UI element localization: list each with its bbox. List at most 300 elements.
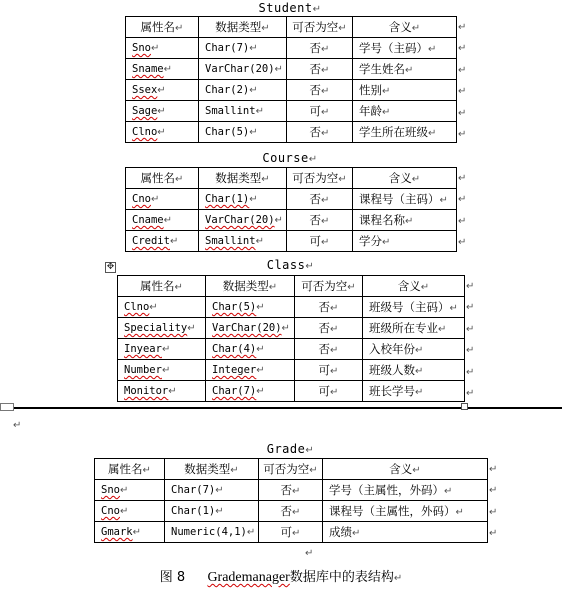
paragraph-mark-icon: ↵ xyxy=(119,506,129,517)
paragraph-mark-icon: ↵ xyxy=(338,23,347,34)
nullable-cell xyxy=(295,297,363,318)
cell-text: 否 xyxy=(309,62,322,76)
table-move-handle-icon[interactable]: ✥ xyxy=(106,262,115,272)
paragraph-mark-icon: ↵ xyxy=(281,323,290,334)
cell-text: Cname xyxy=(132,214,164,226)
column-header xyxy=(323,459,488,480)
cell-text: Sage xyxy=(132,105,158,117)
course-title-text: Course xyxy=(262,151,309,165)
table-header-row xyxy=(126,17,457,38)
paragraph-mark-icon: ↵ xyxy=(13,420,22,431)
page-break-line xyxy=(0,407,562,409)
paragraph-mark-icon: ↵ xyxy=(249,194,258,205)
cell-text: 否 xyxy=(318,321,331,335)
paragraph-mark-icon: ↵ xyxy=(150,43,160,54)
meaning-cell xyxy=(353,122,457,143)
meaning-cell xyxy=(363,360,465,381)
attribute-name-cell xyxy=(118,297,206,318)
table-row xyxy=(126,80,457,101)
paragraph-mark-icon: ↵ xyxy=(321,44,330,55)
table-row xyxy=(118,339,465,360)
table-row xyxy=(118,297,465,318)
table-row xyxy=(126,189,457,210)
row-end-mark-icon: ↵ xyxy=(458,237,467,249)
attribute-name-cell xyxy=(126,101,199,122)
table-row xyxy=(126,210,457,231)
cell-text: 否 xyxy=(309,83,322,97)
meaning-cell xyxy=(353,210,457,231)
row-end-mark-icon: ↵ xyxy=(466,388,475,399)
row-end-mark-icon: ↵ xyxy=(466,302,475,314)
paragraph-mark-icon: ↵ xyxy=(415,387,424,398)
cell-text: VarChar(20) xyxy=(205,63,275,75)
paragraph-mark-icon: ↵ xyxy=(157,127,166,138)
attribute-name-cell xyxy=(126,231,199,252)
paragraph-mark-icon: ↵ xyxy=(449,303,458,314)
paragraph-mark-icon: ↵ xyxy=(142,465,151,476)
student-table xyxy=(125,16,457,143)
column-header xyxy=(126,168,199,189)
meaning-cell xyxy=(363,339,465,360)
class-title-text: Class xyxy=(266,258,306,272)
paragraph-mark-icon: ↵ xyxy=(274,64,283,75)
paragraph-mark-icon: ↵ xyxy=(256,302,265,313)
paragraph-mark-icon: ↵ xyxy=(415,345,424,356)
nullable-cell xyxy=(295,318,363,339)
cell-text: Char(5) xyxy=(212,301,257,313)
paragraph-mark-icon: ↵ xyxy=(321,128,330,139)
grade-table xyxy=(94,458,488,543)
nullable-cell xyxy=(287,189,353,210)
paragraph-mark-icon: ↵ xyxy=(292,507,301,518)
paragraph-mark-icon: ↵ xyxy=(268,282,278,293)
data-type-cell xyxy=(206,297,295,318)
table-row xyxy=(118,381,465,402)
cell-text: 班长学号 xyxy=(369,384,415,398)
cell-text: 成绩 xyxy=(329,525,352,539)
paragraph-mark-icon: ↵ xyxy=(428,44,437,55)
paragraph-mark-icon: ↵ xyxy=(405,216,414,227)
data-type-cell xyxy=(206,381,295,402)
paragraph-mark-icon: ↵ xyxy=(312,4,322,15)
column-header-label: 数据类型 xyxy=(184,462,231,476)
cell-text: Clno xyxy=(132,126,158,138)
cell-text: 课程号（主码） xyxy=(359,192,440,206)
data-type-cell xyxy=(199,80,287,101)
paragraph-mark-icon: ↵ xyxy=(163,64,172,75)
column-header-label: 可否为空 xyxy=(292,20,339,34)
course-table-title xyxy=(125,151,455,165)
cell-text: 否 xyxy=(309,192,322,206)
cell-text: Char(5) xyxy=(205,126,250,138)
paragraph-mark-icon: ↵ xyxy=(438,324,447,335)
paragraph-mark-icon: ↵ xyxy=(292,528,301,539)
cell-text: Char(7) xyxy=(171,484,216,496)
column-header xyxy=(353,17,457,38)
column-header xyxy=(353,168,457,189)
cell-text: 否 xyxy=(309,125,322,139)
paragraph-mark-icon: ↵ xyxy=(411,174,421,185)
paragraph-mark-icon: ↵ xyxy=(321,237,330,248)
paragraph-mark-icon: ↵ xyxy=(168,386,177,397)
cell-text: Speciality xyxy=(124,322,188,334)
grade-title-text: Grade xyxy=(266,442,306,456)
meaning-cell xyxy=(353,101,457,122)
row-end-mark-icon: ↵ xyxy=(458,215,467,227)
cell-text: VarChar(20) xyxy=(205,214,275,226)
cell-text: Inyear xyxy=(124,343,162,355)
resize-handle[interactable] xyxy=(0,403,14,411)
table-row xyxy=(95,501,488,522)
paragraph-mark-icon: ↵ xyxy=(321,86,330,97)
class-table-title xyxy=(118,258,463,272)
meaning-cell xyxy=(353,231,457,252)
paragraph-mark-icon: ↵ xyxy=(330,387,339,398)
cell-text: Integer xyxy=(212,364,257,376)
cell-text: 入校年份 xyxy=(369,342,415,356)
row-end-mark-icon: ↵ xyxy=(458,107,467,119)
paragraph-mark-icon: ↵ xyxy=(321,107,330,118)
paragraph-mark-icon: ↵ xyxy=(149,302,158,313)
row-end-mark-icon: ↵ xyxy=(458,43,467,55)
table-row xyxy=(126,101,457,122)
paragraph-mark-icon: ↵ xyxy=(455,507,464,518)
cell-text: Gmark xyxy=(101,526,133,538)
nullable-cell xyxy=(287,210,353,231)
data-type-cell xyxy=(206,318,295,339)
paragraph-mark-icon: ↵ xyxy=(330,303,339,314)
cell-text: 可 xyxy=(318,384,331,398)
row-end-mark-icon: ↵ xyxy=(489,464,498,475)
cell-text: 否 xyxy=(318,342,331,356)
paragraph-mark-icon: ↵ xyxy=(305,261,315,272)
student-table-title xyxy=(125,1,455,15)
row-end-mark-icon: ↵ xyxy=(466,345,475,357)
table-row xyxy=(118,360,465,381)
cell-text: 课程号（主属性，外码） xyxy=(329,504,456,518)
row-end-mark-icon: ↵ xyxy=(458,129,467,140)
cell-text: 可 xyxy=(280,525,293,539)
data-type-cell xyxy=(165,522,259,543)
column-header-label: 数据类型 xyxy=(215,171,262,185)
paragraph-mark-icon: ↵ xyxy=(230,465,239,476)
cell-text: 学生姓名 xyxy=(359,62,405,76)
cell-text: Char(7) xyxy=(212,385,257,397)
meaning-cell xyxy=(363,381,465,402)
paragraph-mark-icon: ↵ xyxy=(261,174,270,185)
paragraph-mark-icon: ↵ xyxy=(255,236,264,247)
data-type-cell xyxy=(199,59,287,80)
table-header-row xyxy=(118,276,465,297)
attribute-name-cell xyxy=(95,522,165,543)
attribute-name-cell xyxy=(95,480,165,501)
column-header xyxy=(126,17,199,38)
attribute-name-cell xyxy=(118,381,206,402)
table-row xyxy=(126,122,457,143)
table-row xyxy=(118,318,465,339)
paragraph-mark-icon: ↵ xyxy=(187,323,196,334)
meaning-cell xyxy=(353,80,457,101)
paragraph-mark-icon: ↵ xyxy=(382,86,391,97)
paragraph-mark-icon: ↵ xyxy=(249,43,258,54)
paragraph-mark-icon: ↵ xyxy=(330,324,339,335)
row-end-mark-icon: ↵ xyxy=(458,86,467,98)
cell-text: 否 xyxy=(318,300,331,314)
cell-text: 班级所在专业 xyxy=(369,321,438,335)
cell-text: 可 xyxy=(309,234,322,248)
column-header-label: 属性名 xyxy=(140,279,175,293)
paragraph-mark-icon: ↵ xyxy=(157,85,166,96)
cell-text: 学分 xyxy=(359,234,382,248)
table-row xyxy=(126,231,457,252)
table-row xyxy=(95,522,488,543)
attribute-name-cell xyxy=(118,318,206,339)
table-header-row xyxy=(95,459,488,480)
cell-text: Clno xyxy=(124,301,150,313)
cell-text: 否 xyxy=(280,483,293,497)
nullable-cell xyxy=(259,522,323,543)
row-end-mark-icon: ↵ xyxy=(466,323,475,335)
cell-text: Ssex xyxy=(132,84,158,96)
table-row xyxy=(126,59,457,80)
data-type-cell xyxy=(199,122,287,143)
data-type-cell xyxy=(199,231,287,252)
cell-text: Numeric(4,1) xyxy=(171,526,247,538)
cell-text: Smallint xyxy=(205,235,256,247)
cell-text: VarChar(20) xyxy=(212,322,282,334)
meaning-cell xyxy=(323,501,488,522)
column-header-label: 数据类型 xyxy=(215,20,262,34)
paragraph-mark-icon: ↵ xyxy=(305,445,315,456)
paragraph-mark-icon: ↵ xyxy=(255,106,264,117)
cell-text: 年龄 xyxy=(359,104,382,118)
paragraph-mark-icon: ↵ xyxy=(215,485,224,496)
data-type-cell xyxy=(199,210,287,231)
paragraph-mark-icon: ↵ xyxy=(157,106,166,117)
column-header xyxy=(199,17,287,38)
cell-text: 可 xyxy=(309,104,322,118)
data-type-cell xyxy=(199,189,287,210)
nullable-cell xyxy=(287,38,353,59)
column-header xyxy=(287,17,353,38)
paragraph-mark-icon: ↵ xyxy=(439,195,448,206)
student-title-text: Student xyxy=(258,1,313,15)
paragraph-mark-icon: ↵ xyxy=(382,107,391,118)
meaning-cell xyxy=(323,480,488,501)
table-row xyxy=(95,480,488,501)
row-end-mark-icon: ↵ xyxy=(458,173,467,184)
paragraph-mark-icon: ↵ xyxy=(428,128,437,139)
paragraph-mark-icon: ↵ xyxy=(174,282,183,293)
paragraph-mark-icon: ↵ xyxy=(411,23,421,34)
paragraph-mark-icon: ↵ xyxy=(163,215,172,226)
paragraph-mark-icon: ↵ xyxy=(175,174,184,185)
column-header xyxy=(363,276,465,297)
paragraph-mark-icon: ↵ xyxy=(256,344,265,355)
cell-text: 学号（主码） xyxy=(359,41,428,55)
meaning-cell xyxy=(363,318,465,339)
caption-figure-number: 图 8 xyxy=(159,570,186,585)
cell-text: Cno xyxy=(101,505,120,517)
data-type-cell xyxy=(206,339,295,360)
course-table xyxy=(125,167,457,252)
column-header-label: 含义 xyxy=(389,462,413,476)
row-end-mark-icon: ↵ xyxy=(489,528,498,540)
cell-text: Monitor xyxy=(124,385,169,397)
nullable-cell xyxy=(287,101,353,122)
row-end-mark-icon: ↵ xyxy=(466,366,475,378)
column-header-label: 可否为空 xyxy=(292,171,339,185)
column-header-label: 属性名 xyxy=(140,171,176,185)
paragraph-mark-icon: ↵ xyxy=(393,573,403,584)
cell-text: 班级号（主码） xyxy=(369,300,450,314)
attribute-name-cell xyxy=(126,38,199,59)
attribute-name-cell xyxy=(95,501,165,522)
cell-text: Sno xyxy=(101,484,120,496)
row-end-mark-icon: ↵ xyxy=(466,281,475,292)
paragraph-mark-icon: ↵ xyxy=(150,194,160,205)
cell-text: Sno xyxy=(132,42,151,54)
column-header xyxy=(165,459,259,480)
paragraph-mark-icon: ↵ xyxy=(420,282,430,293)
paragraph-mark-icon: ↵ xyxy=(249,127,258,138)
nullable-cell xyxy=(259,480,323,501)
row-end-mark-icon: ↵ xyxy=(458,194,467,206)
column-header-label: 含义 xyxy=(388,20,412,34)
attribute-name-cell xyxy=(126,59,199,80)
cell-text: Credit xyxy=(132,235,170,247)
column-header-label: 属性名 xyxy=(140,20,176,34)
column-header-label: 数据类型 xyxy=(222,279,269,293)
meaning-cell xyxy=(353,38,457,59)
data-type-cell xyxy=(199,101,287,122)
cell-text: Char(4) xyxy=(212,343,257,355)
paragraph-mark-icon: ↵ xyxy=(215,506,224,517)
cell-text: 否 xyxy=(309,213,322,227)
paragraph-mark-icon: ↵ xyxy=(330,345,339,356)
cell-text: Smallint xyxy=(205,105,256,117)
paragraph-mark-icon: ↵ xyxy=(132,527,141,538)
paragraph-mark-icon: ↵ xyxy=(338,174,347,185)
attribute-name-cell xyxy=(126,189,199,210)
attribute-name-cell xyxy=(126,210,199,231)
meaning-cell xyxy=(353,59,457,80)
nullable-cell xyxy=(295,360,363,381)
column-header xyxy=(295,276,363,297)
paragraph-mark-icon: ↵ xyxy=(321,216,330,227)
data-type-cell xyxy=(206,360,295,381)
cell-text: 否 xyxy=(280,504,293,518)
cell-text: Char(1) xyxy=(205,193,250,205)
paragraph-mark-icon: ↵ xyxy=(382,237,391,248)
cell-text: Number xyxy=(124,364,162,376)
paragraph-mark-icon: ↵ xyxy=(405,65,414,76)
paragraph-mark-icon: ↵ xyxy=(347,282,356,293)
column-header xyxy=(287,168,353,189)
attribute-name-cell xyxy=(118,360,206,381)
column-header-label: 属性名 xyxy=(108,462,143,476)
column-header-label: 含义 xyxy=(388,171,412,185)
row-end-mark-icon: ↵ xyxy=(458,64,467,76)
caption-db-name: Grademanager xyxy=(207,570,290,585)
class-table xyxy=(117,275,465,402)
paragraph-mark-icon: ↵ xyxy=(321,65,330,76)
column-header-label: 可否为空 xyxy=(301,279,348,293)
row-end-mark-icon: ↵ xyxy=(489,506,498,518)
nullable-cell xyxy=(287,231,353,252)
paragraph-mark-icon: ↵ xyxy=(309,465,318,476)
cell-text: Char(7) xyxy=(205,42,250,54)
paragraph-mark-icon: ↵ xyxy=(249,85,258,96)
attribute-name-cell xyxy=(126,122,199,143)
paragraph-mark-icon: ↵ xyxy=(274,215,283,226)
cell-text: 课程名称 xyxy=(359,213,405,227)
paragraph-mark-icon: ↵ xyxy=(412,465,421,476)
data-type-cell xyxy=(165,501,259,522)
paragraph-mark-icon: ↵ xyxy=(330,366,339,377)
figure-caption xyxy=(0,566,562,586)
cell-text: 学号（主属性，外码） xyxy=(329,483,444,497)
row-end-mark-icon: ↵ xyxy=(458,22,467,33)
paragraph-mark-icon: ↵ xyxy=(256,386,265,397)
cell-text: 班级人数 xyxy=(369,363,415,377)
paragraph-mark-icon: ↵ xyxy=(352,528,361,539)
nullable-cell xyxy=(287,122,353,143)
paragraph-mark-icon: ↵ xyxy=(256,365,265,376)
nullable-cell xyxy=(295,339,363,360)
data-type-cell xyxy=(165,480,259,501)
meaning-cell xyxy=(323,522,488,543)
cell-text: Sname xyxy=(132,63,164,75)
attribute-name-cell xyxy=(118,339,206,360)
cell-text: 性别 xyxy=(359,83,382,97)
paragraph-mark-icon: ↵ xyxy=(175,23,184,34)
paragraph-mark-icon: ↵ xyxy=(169,236,179,247)
cell-text: Char(1) xyxy=(171,505,216,517)
paragraph-mark-icon: ↵ xyxy=(161,344,171,355)
attribute-name-cell xyxy=(126,80,199,101)
column-header xyxy=(259,459,323,480)
paragraph-mark-icon: ↵ xyxy=(415,366,424,377)
paragraph-mark-icon: ↵ xyxy=(246,527,256,538)
cell-text: 可 xyxy=(318,363,331,377)
paragraph-mark-icon: ↵ xyxy=(444,486,453,497)
column-header-label: 可否为空 xyxy=(263,462,310,476)
paragraph-mark-icon: ↵ xyxy=(308,154,318,165)
data-type-cell xyxy=(199,38,287,59)
column-header xyxy=(206,276,295,297)
caption-text: 数据库中的表结构 xyxy=(289,570,394,585)
cell-text: 否 xyxy=(309,41,322,55)
cell-text: Cno xyxy=(132,193,151,205)
paragraph-mark-icon: ↵ xyxy=(119,485,129,496)
table-row xyxy=(126,38,457,59)
cell-text: 学生所在班级 xyxy=(359,125,428,139)
paragraph-mark-icon: ↵ xyxy=(305,548,314,559)
meaning-cell xyxy=(353,189,457,210)
grade-table-title xyxy=(94,442,487,456)
paragraph-mark-icon: ↵ xyxy=(161,365,171,376)
nullable-cell xyxy=(295,381,363,402)
table-header-row xyxy=(126,168,457,189)
cell-text: Char(2) xyxy=(205,84,250,96)
row-end-mark-icon: ↵ xyxy=(489,485,498,497)
table-resize-handle[interactable] xyxy=(461,403,468,410)
column-header xyxy=(118,276,206,297)
paragraph-mark-icon: ↵ xyxy=(261,23,270,34)
meaning-cell xyxy=(363,297,465,318)
column-header xyxy=(95,459,165,480)
